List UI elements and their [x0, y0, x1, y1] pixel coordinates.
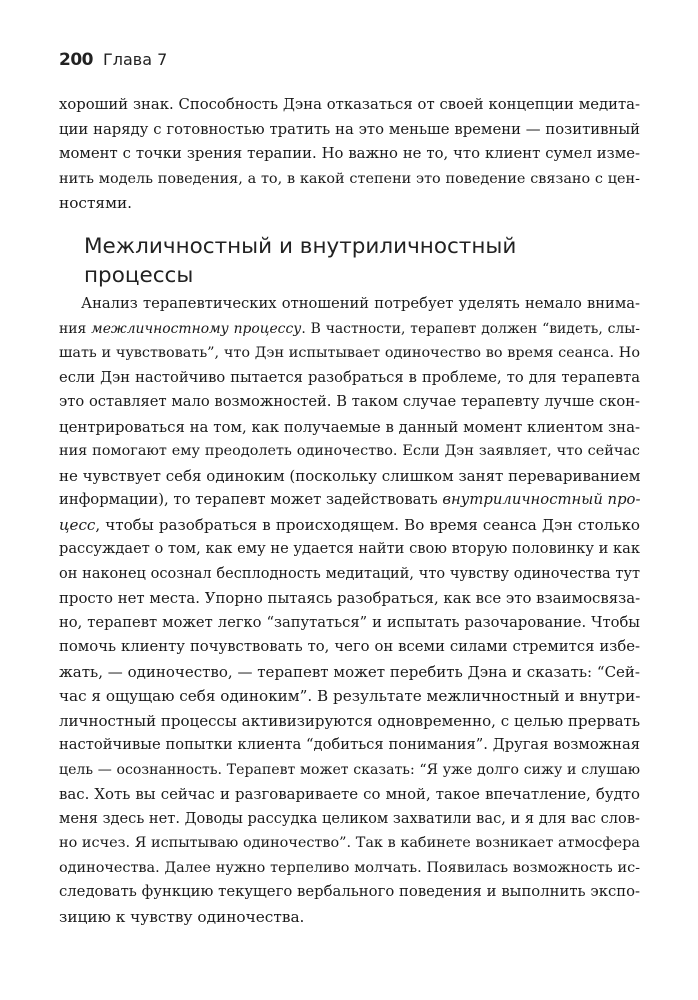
- text-line: жать, — одиночество, — терапевт может перебить Дэна и сказать: “Сей-: [59, 662, 640, 681]
- text-line: если Дэн настойчиво пытается разобраться в проблеме, то для терапевта: [59, 368, 640, 386]
- text-line: хороший знак. Способность Дэна отказаться от своей концепции медита-: [59, 96, 640, 113]
- text-run: ния: [59, 320, 92, 337]
- chapter-title: Глава 7: [103, 50, 168, 69]
- section-heading-line: процессы: [84, 263, 194, 288]
- text-line: меня здесь нет. Доводы рассудка целиком захватили вас, и я для вас слов-: [59, 809, 640, 827]
- text-line: он наконец осознал бесплодность медитаций, что чувству одиночества тут: [59, 565, 640, 582]
- text-line: [59, 488, 640, 513]
- text-line: рассуждает о том, как ему не удается найти свою вторую половинку и как: [59, 540, 640, 557]
- text-line: вас. Хоть вы сейчас и разговариваете со мной, такое впечатление, будто: [59, 785, 640, 803]
- text-line: настойчивые попытки клиента “добиться понимания”. Другая возможная: [59, 736, 640, 753]
- text-line: [59, 513, 640, 538]
- text-line: цель — осознанность. Терапевт может сказать: “Я уже долго сижу и слушаю: [59, 761, 640, 778]
- text-line: но исчез. Я испытываю одиночество”. Так в кабинете возникает атмосфера: [59, 835, 640, 851]
- text-line: нить модель поведения, а то, в какой степени это поведение связано с цен-: [59, 170, 640, 187]
- text-line: не чувствует себя одиноким (поскольку слишком занят перевариванием: [59, 466, 641, 485]
- page-number: 200: [59, 50, 93, 70]
- running-header: [59, 50, 167, 74]
- section-heading-line: Межличностный и внутриличностный: [84, 234, 517, 259]
- paragraph-main: [59, 292, 640, 929]
- text-line: центрироваться на том, как получаемые в данный момент клиентом зна-: [59, 417, 640, 436]
- text-line: это оставляет мало возможностей. В таком случае терапевту лучше скон-: [59, 393, 640, 410]
- text-line: но, терапевт может легко “запутаться” и испытать разочарование. Чтобы: [59, 613, 640, 631]
- text-line: шать и чувствовать”, что Дэн испытывает одиночество во время сеанса. Но: [59, 345, 640, 361]
- text-line: час я ощущаю себя одиноким”. В результате межличностный и внутри-: [59, 687, 641, 705]
- text-line: момент с точки зрения терапии. Но важно не то, что клиент сумел изме-: [59, 145, 640, 162]
- text-line: ния помогают ему преодолеть одиночество. Если Дэн заявляет, что сейчас: [59, 443, 640, 459]
- text-run: информации), то терапевт может задействовать: [59, 491, 443, 508]
- paragraph-intro: [59, 93, 640, 216]
- emphasis-term: цесс: [59, 515, 96, 534]
- text-line: помочь клиенту почувствовать то, чего он всеми силами стремится избе-: [59, 638, 640, 655]
- text-line: зицию к чувству одиночества.: [59, 907, 305, 926]
- text-line: ции наряду с готовностью тратить на это меньше времени — позитивный: [59, 120, 640, 138]
- emphasis-term: межличностному процессу: [91, 320, 302, 337]
- text-line: одиночества. Далее нужно терпеливо молчать. Появилась возможность ис-: [59, 859, 640, 876]
- text-line: [59, 317, 640, 342]
- text-line: ностями.: [59, 194, 133, 212]
- text-line: следовать функцию текущего вербального поведения и выполнить экспо-: [59, 883, 640, 900]
- text-line: Анализ терапевтических отношений потребует уделять немало внима-: [81, 295, 640, 312]
- section-heading: [84, 232, 604, 290]
- text-run: , чтобы разобраться в происходящем. Во время сеанса Дэн столько: [95, 515, 640, 534]
- text-line: просто нет места. Упорно пытаясь разобраться, как все это взаимосвяза-: [59, 589, 641, 607]
- emphasis-term: внутриличностный про-: [442, 491, 641, 508]
- text-run: . В частности, терапевт должен “видеть, слы-: [301, 320, 640, 337]
- text-line: личностный процессы активизируются одновременно, с целью прервать: [59, 711, 640, 730]
